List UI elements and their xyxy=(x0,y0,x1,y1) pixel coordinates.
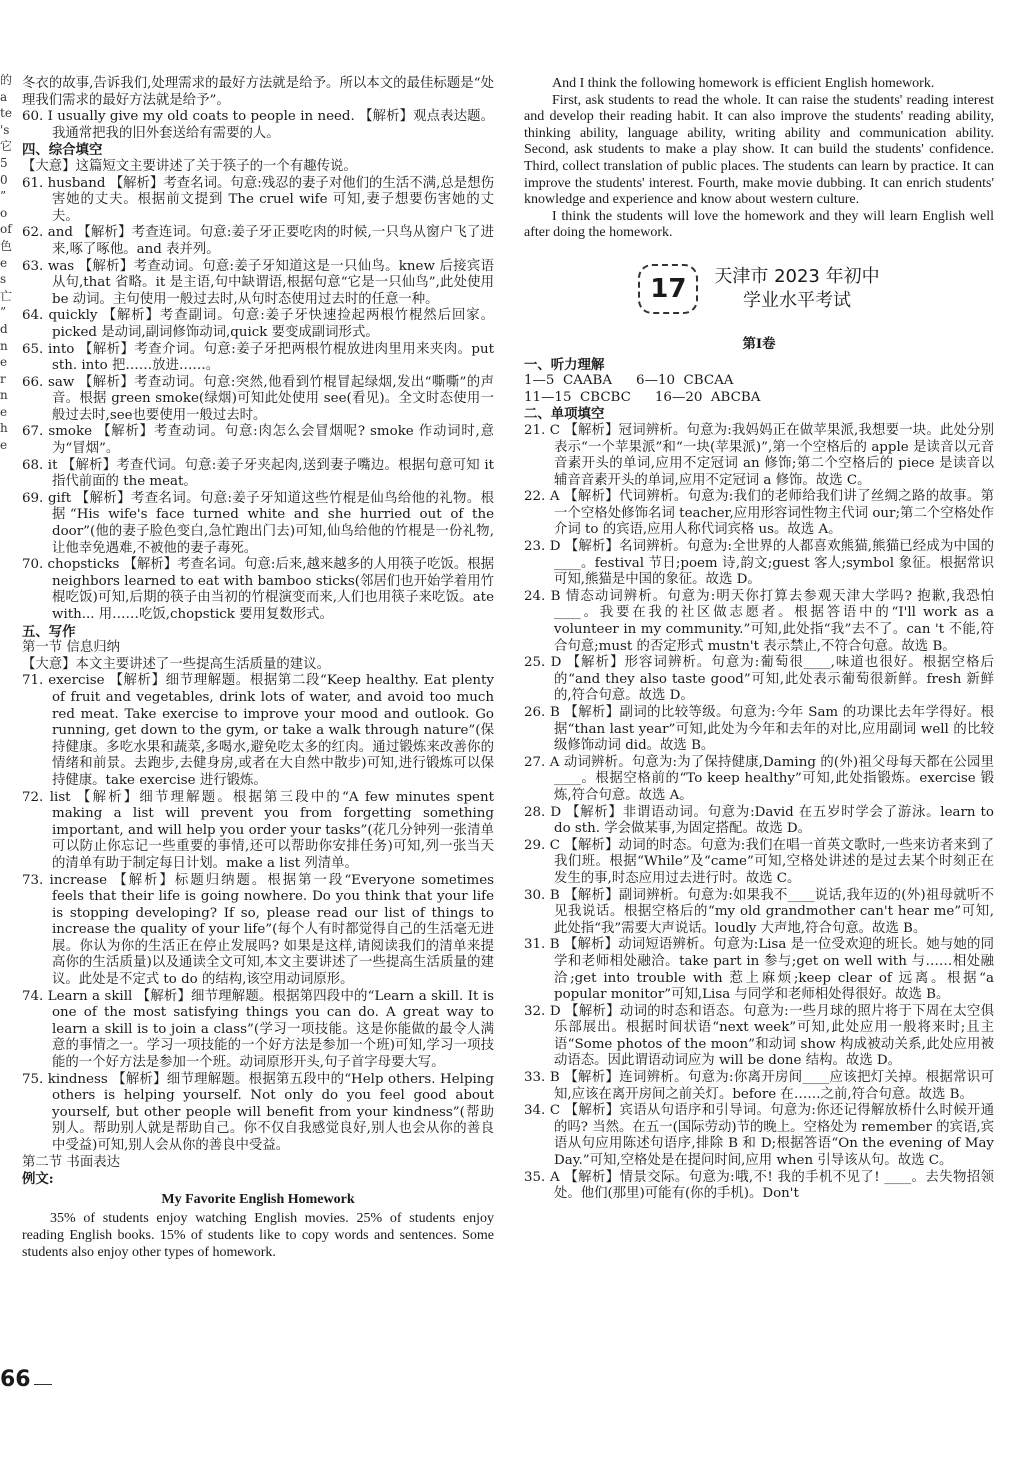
right_items-block-6: 27. A 动词辨析。句意为:为了保持健康,Daming 的(外)祖父母每天都在公园里____。根据空格前的“To keep healthy”可知,此处指锻炼。exercise 锻炼,符合句意。故选 A。 xyxy=(524,754,994,803)
right_items-block-10: 31. B 【解析】动词短语辨析。句意为:Lisa 是一位受欢迎的班长。她与她的同学和老师相处融洽。take part in 参与;get on well with 与……相处融洽;get into trouble with 惹上麻烦;keep clear of 远离。根据“a popular monitor”可知,Lisa 与同学和老师相处得很好。故选 B。 xyxy=(524,937,994,1003)
left-block-18: 72. list 【解析】细节理解题。根据第三段中的“A few minutes spent making a list will prevent you from forgetting something important, and will help you order your tasks”(花几分钟列一张清单可以防止你忘记一些重要的事情,还可以帮助你安排任务)可知,列一张当天的清单有助于制定每日计划。make a list 列清单。 xyxy=(22,789,494,871)
right_items-block-12: 33. B 【解析】连词辨析。句意为:你离开房间____应该把灯关掉。根据常识可知,应该在离开房间之前关灯。before 在……之前,符合句意。故选 B。 xyxy=(524,1070,994,1102)
left-block-21: 75. kindness 【解析】细节理解题。根据第五段中的“Help others. Helping others is helping yourself. Not only do you feel good about yourself, but other people will benefit from your kindness”(帮助别人。帮助别人就是帮助自己。你不仅自我感觉良好,别人也会从你的善良中受益)可知,别人会从你的善良中受益。 xyxy=(22,1071,494,1153)
left-block-6: 63. was 【解析】考查动词。句意:姜子牙知道这是一只仙鸟。knew 后接宾语从句,that 省略。it 是主语,句中缺谓语,根据句意“它是一只仙鸟”,此处使用 be 动词。主句使用一般过去时,从句时态使用过去时的任意一种。 xyxy=(22,258,494,307)
margin-char: s xyxy=(0,272,7,287)
exam-title-line2: 学业水平考试 xyxy=(742,289,851,311)
margin-char: a xyxy=(0,89,8,104)
margin-char: 5 xyxy=(0,155,8,170)
margin-char: 's xyxy=(0,122,10,137)
margin-char: e xyxy=(0,255,8,270)
left-block-15: 第一节 信息归纳 xyxy=(22,640,120,656)
right_top-block-2: I think the students will love the homework and they will learn English well after doing the homework. xyxy=(524,208,994,241)
right_items-block-7: 28. D 【解析】非谓语动词。句意为:David 在五岁时学会了游泳。learn to do sth. 学会做某事,为固定搭配。故选 D。 xyxy=(524,804,994,837)
margin-char: 0 xyxy=(0,172,8,187)
right_items-block-5: 26. B 【解析】副词的比较等级。句意为:今年 Sam 的功课比去年学得好。根据“than last year”可知,此处为今年和去年的对比,应用副词 well 的比较级修饰动词 did。故选 B。 xyxy=(524,705,994,754)
margin-char: ” xyxy=(0,305,7,320)
right_items-block-3: 24. B 情态动词辨析。句意为:明天你打算去参观天津大学吗? 抱歉,我恐怕____。我要在我的社区做志愿者。根据答语中的“I'll work as a volunteer in my community.”可知,此处指“我”去不了。can 't 不能,符合句意;must 的否定形式 mustn't 表示禁止,不符合句意。故选 B。 xyxy=(524,588,994,654)
listening-answers xyxy=(524,373,994,406)
exam-header xyxy=(524,264,994,314)
right_items-block-11: 32. D 【解析】动词的时态和语态。句意为:一些月球的照片将于下周在太空俱乐部展出。根据时间状语“next week”可知,此处应用一般将来时;且主语“Some photos of the moon”和动词 show 构成被动关系,此处应用被动语态。因此谓语动词应为 will be done 结构。故选 D。 xyxy=(524,1003,994,1069)
answer-group: 1—5 CAABA xyxy=(524,373,613,389)
right-column xyxy=(524,76,994,1203)
left-block-12: 69. gift 【解析】考查名词。句意:姜子牙知道这些竹棍是仙鸟给他的礼物。根据“His wife's face turned white and she hurried out of the door”(他的妻子脸色变白,急忙跑出门去)可知,仙鸟给他的竹棍是一份礼物,让他幸免遇难,不被他的妻子毒死。 xyxy=(22,490,494,556)
left-block-24: My Favorite English Homework xyxy=(161,1191,355,1207)
margin-char: 它 xyxy=(0,139,13,154)
left-block-8: 65. into 【解析】考查介词。句意:姜子牙把两根竹棍放进肉里用来夹肉。put sth. into 把……放进……。 xyxy=(22,341,494,374)
margin-char: n xyxy=(0,338,8,353)
answer-group: 11—15 CBCBC xyxy=(524,389,631,405)
margin-char: o xyxy=(0,205,8,220)
left-block-0: 冬衣的故事,告诉我们,处理需求的最好方法就是给予。所以本文的最佳标题是“处理我们需求的最好方法就是给予”。 xyxy=(22,76,494,108)
margin-char: r xyxy=(0,371,6,386)
answer-group: 16—20 ABCBA xyxy=(654,389,761,405)
left-block-1: 60. I usually give my old coats to people in need. 【解析】观点表达题。我通常把我的旧外套送给有需要的人。 xyxy=(22,109,494,141)
right_items-block-2: 23. D 【解析】名词辨析。句意为:全世界的人都喜欢熊猫,熊猫已经成为中国的____。festival 节日;poem 诗,韵文;guest 客人;symbol 象征。根据常识可知,熊猫是中国的象征。故选 D。 xyxy=(524,539,994,588)
left-block-14: 五、写作 xyxy=(22,623,76,640)
margin-strip xyxy=(0,72,18,454)
section-listening: 一、听力理解 xyxy=(524,356,605,373)
left-column xyxy=(22,76,494,1261)
left-block-9: 66. saw 【解析】考查动词。句意:突然,他看到竹棍冒起绿烟,发出“嘶嘶”的声音。根据 green smoke(绿烟)可知此处使用 see(看见)。全文时态使用一般过去时,see也要使用一般过去时。 xyxy=(22,374,494,423)
left-block-23: 例文: xyxy=(22,1171,54,1188)
right_items-block-0: 21. C 【解析】冠词辨析。句意为:我妈妈正在做苹果派,我想要一块。此处分别表示“一个苹果派”和“一块(苹果派)”,第一个空格后的 apple 是读音以元音音素开头的单词,应用不定冠词 an 修饰;第二个空格后的 piece 是读音以辅音音素开头的单词,应用不定冠词 a 修饰。故选 C。 xyxy=(524,422,994,488)
left-block-5: 62. and 【解析】考查连词。句意:姜子牙正要吃肉的时候,一只鸟从窗户飞了进来,啄了啄他。and 表并列。 xyxy=(22,225,494,257)
page-number-dash xyxy=(34,1384,52,1385)
left-block-19: 73. increase 【解析】标题归纳题。根据第一段“Everyone sometimes feels that their life is going nowhere. Do you think that your life is stopping developing? If so, please read our list of things to increase the quality of your life”(每个人有时都觉得自己的生活毫无进展。你认为你的生活正在停止发展吗? 如果是这样,请阅读我们的清单来提高你的生活质量)以及通读全文可知,本文主要讲述了一些提高生活质量的建议。此处是不定式 to do 的结构,该空用动词原形。 xyxy=(22,872,494,988)
margin-char: e xyxy=(0,404,8,419)
right_items-block-9: 30. B 【解析】副词辨析。句意为:如果我不____说话,我年迈的(外)祖母就听不见我说话。根据空格后的“my old grandmother can't hear me”可知,此处指“我”需要大声说话。loudly 大声地,符合句意。故选 B。 xyxy=(524,887,994,936)
left-block-4: 61. husband 【解析】考查名词。句意:残忍的妻子对他们的生活不满,总是想伤害她的丈夫。根据前文提到 The cruel wife 可知,妻子想要伤害她的丈夫。 xyxy=(22,175,494,224)
margin-char: 色 xyxy=(0,238,13,253)
margin-char: 亡 xyxy=(0,288,13,303)
exam-number-badge: 17 xyxy=(638,264,698,314)
page-number: 66 xyxy=(0,1367,31,1392)
margin-char: 的 xyxy=(0,73,13,87)
margin-char: n xyxy=(0,388,8,403)
margin-char: e xyxy=(0,355,8,370)
section-single-choice: 二、单项填空 xyxy=(524,406,605,423)
exam-title-line1: 天津市 2023 年初中 xyxy=(714,265,880,287)
left-block-2: 四、综合填空 xyxy=(22,142,103,159)
right_items-block-8: 29. C 【解析】动词的时态。句意为:我们在唱一首英文歌时,一些来访者来到了我们班。根据“While”及“came”可知,空格处讲述的是过去某个时刻正在发生的事,时态应用过去进行时。故选 C。 xyxy=(524,837,994,886)
right_items-block-13: 34. C 【解析】宾语从句语序和引导词。句意为:你还记得解放桥什么时候开通的吗? 当然。在五一(国际劳动)节的晚上。空格处为 remember 的宾语,宾语从句应用陈述句语序,排除 B 和 D;根据答语“On the evening of May Day.”可知,空格处是在提问时间,应用 when 引导该从句。故选 C。 xyxy=(524,1103,994,1169)
margin-char: h xyxy=(0,421,8,436)
right_top-block-1: First, ask students to read the whole. It can raise the students' reading interest and develop their reading habit. It can also improve the students' reading ability, thinking ability, language ability, writing ability and communication ability. Second, ask students to make a play show. It can build the students' confidence. Third, collect translation of public places. The students can learn by practice. It can improve the students' interest. Fourth, make movie dubbing. It can enrich students' knowledge and experience and know about western culture. xyxy=(524,92,994,208)
left-block-13: 70. chopsticks 【解析】考查名词。句意:后来,越来越多的人用筷子吃饭。根据 neighbors learned to eat with bamboo sticks(邻居们也开始学着用竹棍吃饭)可知,后期的筷子由当初的竹棍演变而来,人们也用筷子来吃饭。ate with... 用……吃饭,chopstick 要用复数形式。 xyxy=(22,557,494,622)
margin-char: e xyxy=(0,438,8,453)
left-block-10: 67. smoke 【解析】考查动词。句意:肉怎么会冒烟呢? smoke 作动词时,意为“冒烟”。 xyxy=(22,424,494,457)
margin-char: te xyxy=(0,106,12,121)
right_items-block-14: 35. A 【解析】情景交际。句意为:哦,不! 我的手机不见了! ____。去失物招领处。他们(那里)可能有(你的手机)。Don't xyxy=(524,1169,994,1202)
essay-continuation xyxy=(524,76,994,242)
right_items-block-4: 25. D 【解析】形容词辨析。句意为:葡萄很____,味道也很好。根据空格后的“and they also taste good”可知,此处表示葡萄很新鲜。fresh 新鲜的,符合句意。故选 D。 xyxy=(524,655,994,704)
left-block-25: 35% of students enjoy watching English movies. 25% of students enjoy reading English books. 15% of students like to copy words and sentences. Some students also enjoy other types of homework. xyxy=(22,1211,494,1260)
answer-row xyxy=(524,373,994,390)
left-block-3: 【大意】这篇短文主要讲述了关于筷子的一个有趣传说。 xyxy=(22,158,357,174)
volume-heading: 第Ⅰ卷 xyxy=(742,335,776,352)
left-block-17: 71. exercise 【解析】细节理解题。根据第二段“Keep healthy. Eat plenty of fruit and vegetables, drink lots of water, and avoid too much red meat. Take exercise to improve your mood and outlook. Go running, get down to the gym, or take a walk through nature”(保持健康。多吃水果和蔬菜,多喝水,避免吃太多的红肉。通过锻炼来改善你的情绪和前景。去跑步,去健身房,或者在大自然中散步)可知,进行锻炼可以保持健康。take exercise 进行锻炼。 xyxy=(22,673,494,788)
answer-row xyxy=(524,390,994,407)
right_top-block-0: And I think the following homework is efficient English homework. xyxy=(552,76,935,91)
right_items-block-1: 22. A 【解析】代词辨析。句意为:我们的老师给我们讲了丝绸之路的故事。第一个空格处修饰名词 teacher,应用形容词性物主代词 our;第二个空格处作介词 to 的宾语,应用人称代词宾格 us。故选 A。 xyxy=(524,489,994,538)
left-block-22: 第二节 书面表达 xyxy=(22,1154,120,1170)
answer-explanations xyxy=(524,423,994,1203)
margin-char: d xyxy=(0,321,8,336)
left-block-16: 【大意】本文主要讲述了一些提高生活质量的建议。 xyxy=(22,656,330,672)
left-block-7: 64. quickly 【解析】考查副词。句意:姜子牙快速捡起两根竹棍然后回家。picked 是动词,副词修饰动词,quick 要变成副词形式。 xyxy=(22,308,494,340)
margin-char: of xyxy=(0,222,12,237)
exam-title xyxy=(714,265,879,313)
left-block-11: 68. it 【解析】考查代词。句意:姜子牙夹起肉,送到妻子嘴边。根据句意可知 it 指代前面的 the meat。 xyxy=(22,457,494,490)
margin-char: ” xyxy=(0,189,7,204)
left-block-20: 74. Learn a skill 【解析】细节理解题。根据第四段中的“Learn a skill. It is one of the most satisfying things you can do. A great way to learn a skill is to join a class”(学习一项技能。这是你能做的最令人满意的事情之一。学习一项技能的一个好方法是参加一个班)可知,学习一项技能的一个好方法是参加一个班。动词原形开头,句子首字母要大写。 xyxy=(22,988,494,1071)
answer-group: 6—10 CBCAA xyxy=(636,373,734,389)
